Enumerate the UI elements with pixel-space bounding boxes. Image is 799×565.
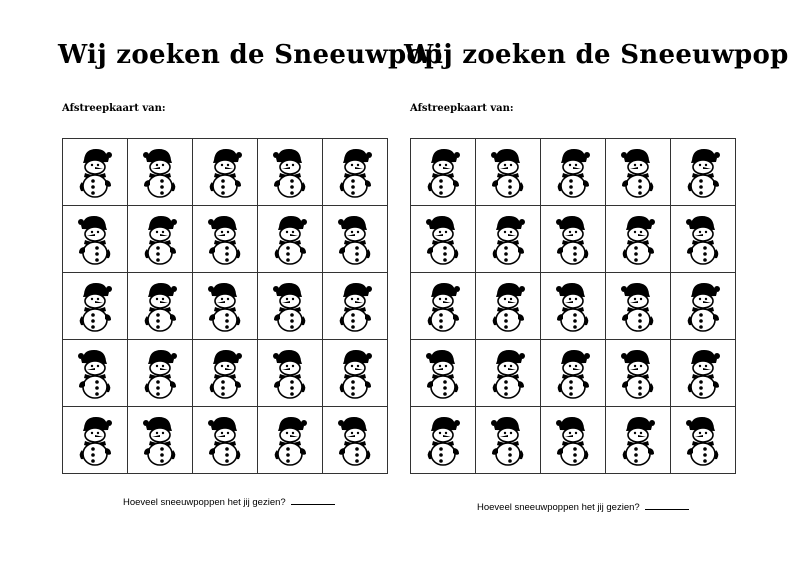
grid-cell[interactable] <box>541 273 606 340</box>
answer-blank[interactable] <box>645 501 689 510</box>
snowman-icon <box>487 280 529 332</box>
count-question-text: Hoeveel sneeuwpoppen het jij gezien? <box>123 497 286 508</box>
snowman-icon <box>682 280 724 332</box>
grid-cell[interactable] <box>476 340 541 407</box>
snowman-icon <box>552 414 594 466</box>
snowman-icon <box>682 146 724 198</box>
page-title: Wij zoeken de Sneeuwpop <box>58 40 443 70</box>
grid-cell[interactable] <box>606 273 671 340</box>
grid-cell[interactable] <box>541 340 606 407</box>
snowman-icon <box>422 280 464 332</box>
grid-cell[interactable] <box>671 139 736 206</box>
page-title: Wij zoeken de Sneeuwpop <box>404 40 789 70</box>
snowman-icon <box>617 146 659 198</box>
grid-cell[interactable] <box>671 340 736 407</box>
snowman-icon <box>487 414 529 466</box>
grid-cell[interactable] <box>411 407 476 474</box>
snowman-icon <box>487 213 529 265</box>
tally-card-label: Afstreepkaart van: <box>62 103 166 114</box>
snowman-icon <box>552 280 594 332</box>
snowman-icon <box>487 347 529 399</box>
snowman-icon <box>422 414 464 466</box>
grid-cell[interactable] <box>671 206 736 273</box>
grid-cell[interactable] <box>671 273 736 340</box>
grid-cell[interactable] <box>411 340 476 407</box>
grid-cell[interactable] <box>671 407 736 474</box>
snowman-icon <box>682 213 724 265</box>
grid-cell[interactable] <box>606 340 671 407</box>
snowman-icon <box>422 213 464 265</box>
grid-cell[interactable] <box>411 273 476 340</box>
snowman-icon <box>617 213 659 265</box>
snowman-icon <box>422 146 464 198</box>
grid-cell[interactable] <box>541 206 606 273</box>
count-question-text: Hoeveel sneeuwpoppen het jij gezien? <box>477 502 640 513</box>
snowman-icon <box>552 213 594 265</box>
grid-cell[interactable] <box>541 407 606 474</box>
grid-cell[interactable] <box>411 206 476 273</box>
grid-cell[interactable] <box>476 273 541 340</box>
snowman-icon <box>617 414 659 466</box>
grid-cell[interactable] <box>606 139 671 206</box>
snowman-grid <box>410 138 736 474</box>
snowman-icon <box>682 347 724 399</box>
snowman-icon <box>617 347 659 399</box>
grid-cell[interactable] <box>476 139 541 206</box>
grid-cell[interactable] <box>541 139 606 206</box>
grid-cell[interactable] <box>606 206 671 273</box>
snowman-icon <box>682 414 724 466</box>
snowman-icon <box>552 146 594 198</box>
snowman-icon <box>422 347 464 399</box>
grid-cell[interactable] <box>476 206 541 273</box>
grid-cell[interactable] <box>606 407 671 474</box>
snowman-icon <box>487 146 529 198</box>
grid-cell[interactable] <box>411 139 476 206</box>
tally-card-label: Afstreepkaart van: <box>410 103 514 114</box>
count-question <box>477 501 689 513</box>
snowman-icon <box>552 347 594 399</box>
snowman-icon <box>617 280 659 332</box>
grid-cell[interactable] <box>476 407 541 474</box>
